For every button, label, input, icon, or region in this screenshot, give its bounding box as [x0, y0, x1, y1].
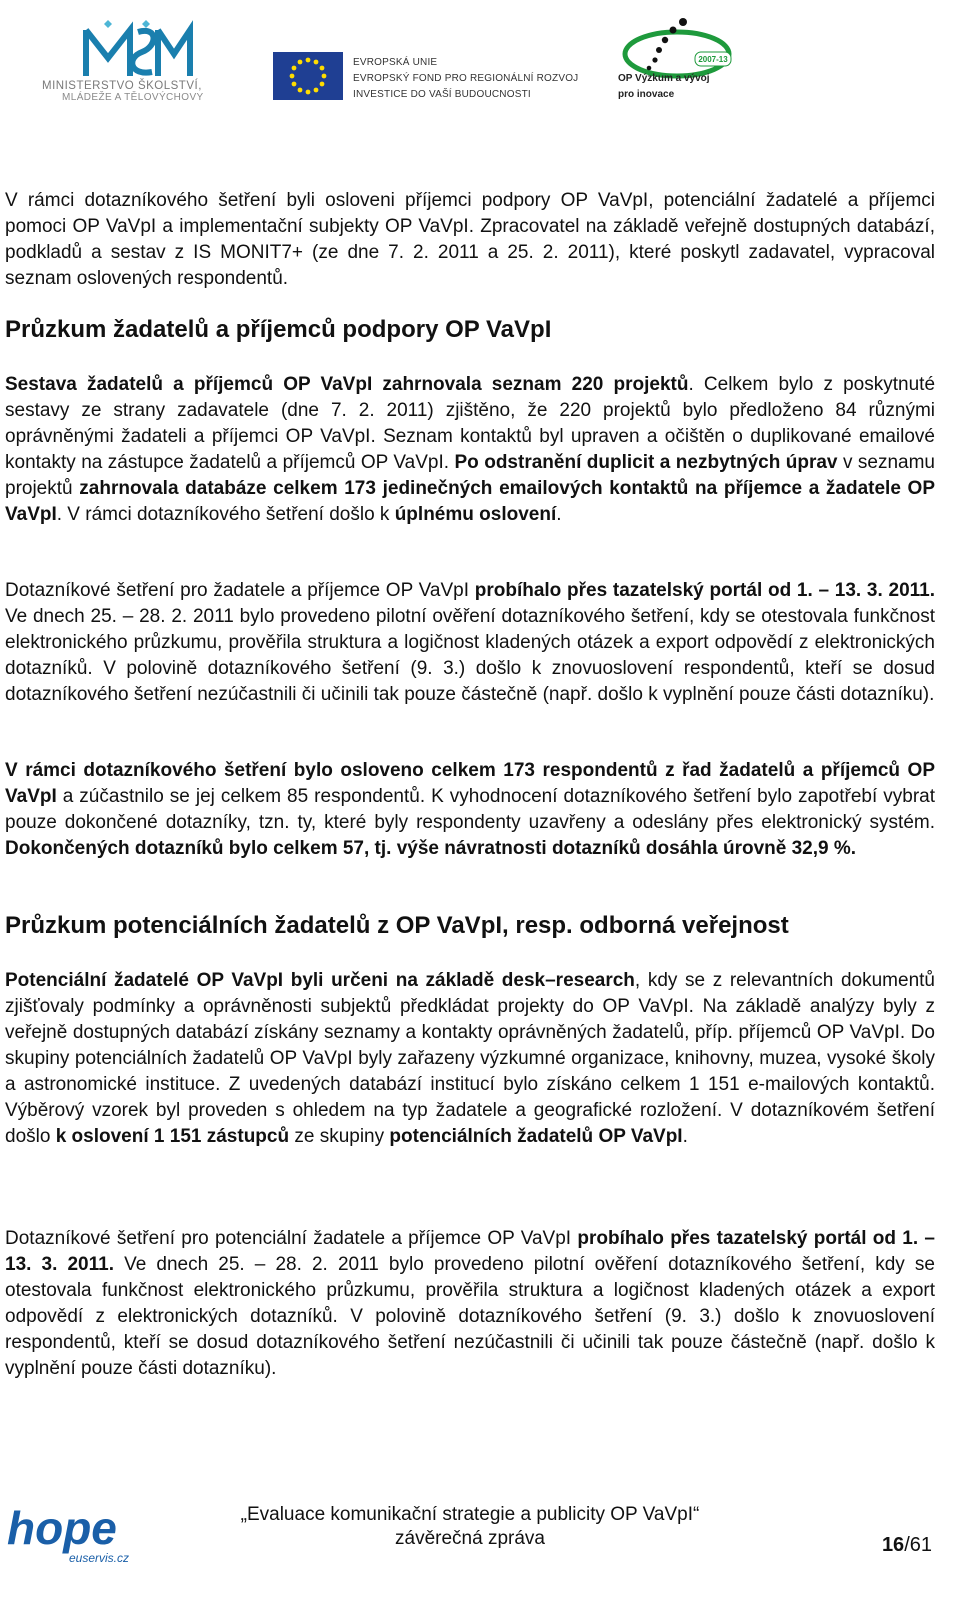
eu-line1: EVROPSKÁ UNIE	[353, 57, 438, 68]
text-run: úplnému oslovení	[394, 504, 557, 525]
section-heading-potential-applicants: Průzkum potenciálních žadatelů z OP VaVpI, resp. odborná veřejnost	[5, 912, 789, 939]
hope-logo-sub: euservis.cz	[69, 1551, 130, 1565]
section-heading-applicants: Průzkum žadatelů a příjemců podpory OP VaVpI	[5, 316, 552, 343]
text-run: . Celkem bylo z poskytnuté sestavy ze strany zadavatele (dne 7. 2. 2011) zjištěno, že 220 projektů bylo předloženo 84 různými oprávněnými žadateli a příjemci OP VaVpI. Seznam kontaktů byl upraven a očištěn o duplikované emailové kontakty na zástupce žadatelů a příjemců OP VaVpI.	[5, 374, 936, 473]
text-run: k oslovení 1 151 zástupců	[55, 1126, 290, 1147]
op-line2: pro inovace	[618, 89, 675, 100]
text-run: Sestava žadatelů a příjemců OP VaVpI zahrnovala seznam 220 projektů	[5, 374, 689, 395]
text-run: .	[556, 504, 562, 525]
text-run: v seznamu projektů	[5, 452, 936, 499]
text-run: Ve dnech 25. – 28. 2. 2011 bylo provedeno pilotní ověření dotazníkového šetření, kdy se otestovala funkčnost elektronického průzkumu, prověřila struktura a logičnost kladených otázek a export odpovědí z elektronických dotazníků. V polovině dotazníkového šetření (9. 3.) došlo k znovuoslovení respondentů, kteří se dosud dotazníkového šetření nezúčastnili či učinili tak pouze částečně (např. došlo k vyplnění pouze části dotazníku).	[5, 1254, 935, 1379]
paragraph-database	[5, 372, 935, 528]
text-run: . V rámci dotazníkového šetření došlo k	[56, 504, 395, 525]
page-current: 16	[881, 1534, 905, 1556]
paragraph-desk-research	[5, 968, 935, 1150]
text-run: V rámci dotazníkového šetření bylo osloveno celkem 173 respondentů z řad žadatelů a příjemců OP VaVpI	[5, 760, 935, 807]
text-run: potenciálních žadatelů OP VaVpI	[389, 1126, 683, 1147]
text-run: Dokončených dotazníků bylo celkem 57, tj. výše návratnosti dotazníků dosáhla úrovně 32,9 %.	[5, 838, 857, 859]
text-run: probíhalo přes tazatelský portál od 1. – 13. 3. 2011.	[5, 1228, 935, 1275]
op-years: 2007-13	[698, 55, 728, 64]
msmt-name-line2: MLÁDEŽE A TĚLOVÝCHOVY	[62, 92, 204, 103]
text-run: .	[682, 1126, 688, 1147]
msmt-name-line1: MINISTERSTVO ŠKOLSTVÍ,	[42, 80, 202, 92]
text-run: , kdy se z relevantních dokumentů zjišťovaly podmínky a oprávněnosti subjektů předkládat projekty do OP VaVpI. Na základě analýzy byly z veřejně dostupných databází získány seznamy a kontakty oprávněných žadatelů, příp. příjemců OP VaVpI. Do skupiny potenciálních žadatelů OP VaVpI byly zařazeny výzkumné organizace, knihovny, muzea, vysoké školy a astronomické instituce. Z uvedených databází institucí bylo získáno celkem 1 151 e-mailových kontaktů. Výběrový vzorek byl proveden s ohledem na typ žadatele a geografické rozložení. V dotazníkovém šetření došlo	[5, 970, 935, 1147]
text-run: ze skupiny	[289, 1126, 390, 1147]
intro-paragraph: V rámci dotazníkového šetření byli osloveni příjemci podpory OP VaVpI, potenciální žadatelé a příjemci pomoci OP VaVpI a implementační subjekty OP VaVpI. Zpracovatel na základě veřejně dostupných databází, podkladů a sestav z IS MONIT7+ (ze dne 7. 2. 2011 a 25. 2. 2011), které poskytl zadavatel, vypracoval seznam oslovených respondentů.	[5, 190, 935, 289]
text-run: Dotazníkové šetření pro potenciální žadatele a příjemce OP VaVpI	[5, 1228, 578, 1249]
eu-line3: INVESTICE DO VAŠÍ BUDOUCNOSTI	[353, 89, 531, 100]
hope-logo	[5, 1500, 150, 1565]
text-run: a zúčastnilo se jej celkem 85 respondentů. K vyhodnocení dotazníkového šetření bylo zapotřebí vybrat pouze dokončené dotazníky, tzn. ty, které byly respondenty uzavřeny a odeslány přes elektronický systém.	[5, 786, 935, 833]
eu-line2: EVROPSKÝ FOND PRO REGIONÁLNÍ ROZVOJ	[353, 73, 579, 84]
page-number	[882, 1534, 932, 1557]
text-run: probíhalo přes tazatelský portál od 1. – 13. 3. 2011.	[474, 580, 935, 601]
text-run: Dotazníkové šetření pro žadatele a příjemce OP VaVpI	[5, 580, 475, 601]
text-run: Ve dnech 25. – 28. 2. 2011 bylo provedeno pilotní ověření dotazníkového šetření, kdy se otestovala funkčnost elektronického průzkumu, prověřila struktura a logičnost kladených otázek a export odpovědí z elektronických dotazníků. V polovině dotazníkového šetření (9. 3.) došlo k znovuoslovení respondentů, kteří se dosud dotazníkového šetření nezúčastnili či učinili tak pouze částečně (např. došlo k vyplnění pouze části dotazníku).	[5, 606, 935, 705]
op-line1: OP Výzkum a vývoj	[618, 73, 710, 84]
paragraph-potential-survey-period	[5, 1226, 935, 1382]
eu-flag-icon	[273, 52, 343, 100]
text-run: Potenciální žadatelé OP VaVpI byli určeni na základě desk–research	[5, 970, 635, 991]
hope-logo-text: hope	[7, 1502, 117, 1554]
text-run: Po odstranění duplicit a nezbytných úprav	[454, 452, 838, 473]
paragraph-response-rate	[5, 758, 935, 862]
text-run: zahrnovala databáze celkem 173 jedinečných emailových kontaktů na příjemce a žadatele OP VaVpI	[5, 478, 936, 525]
page-total: /61	[904, 1534, 932, 1556]
footer-subtitle: závěrečná zpráva	[395, 1528, 545, 1549]
paragraph-survey-period	[5, 578, 935, 708]
footer-title: „Evaluace komunikační strategie a publicity OP VaVpI“	[240, 1504, 700, 1525]
